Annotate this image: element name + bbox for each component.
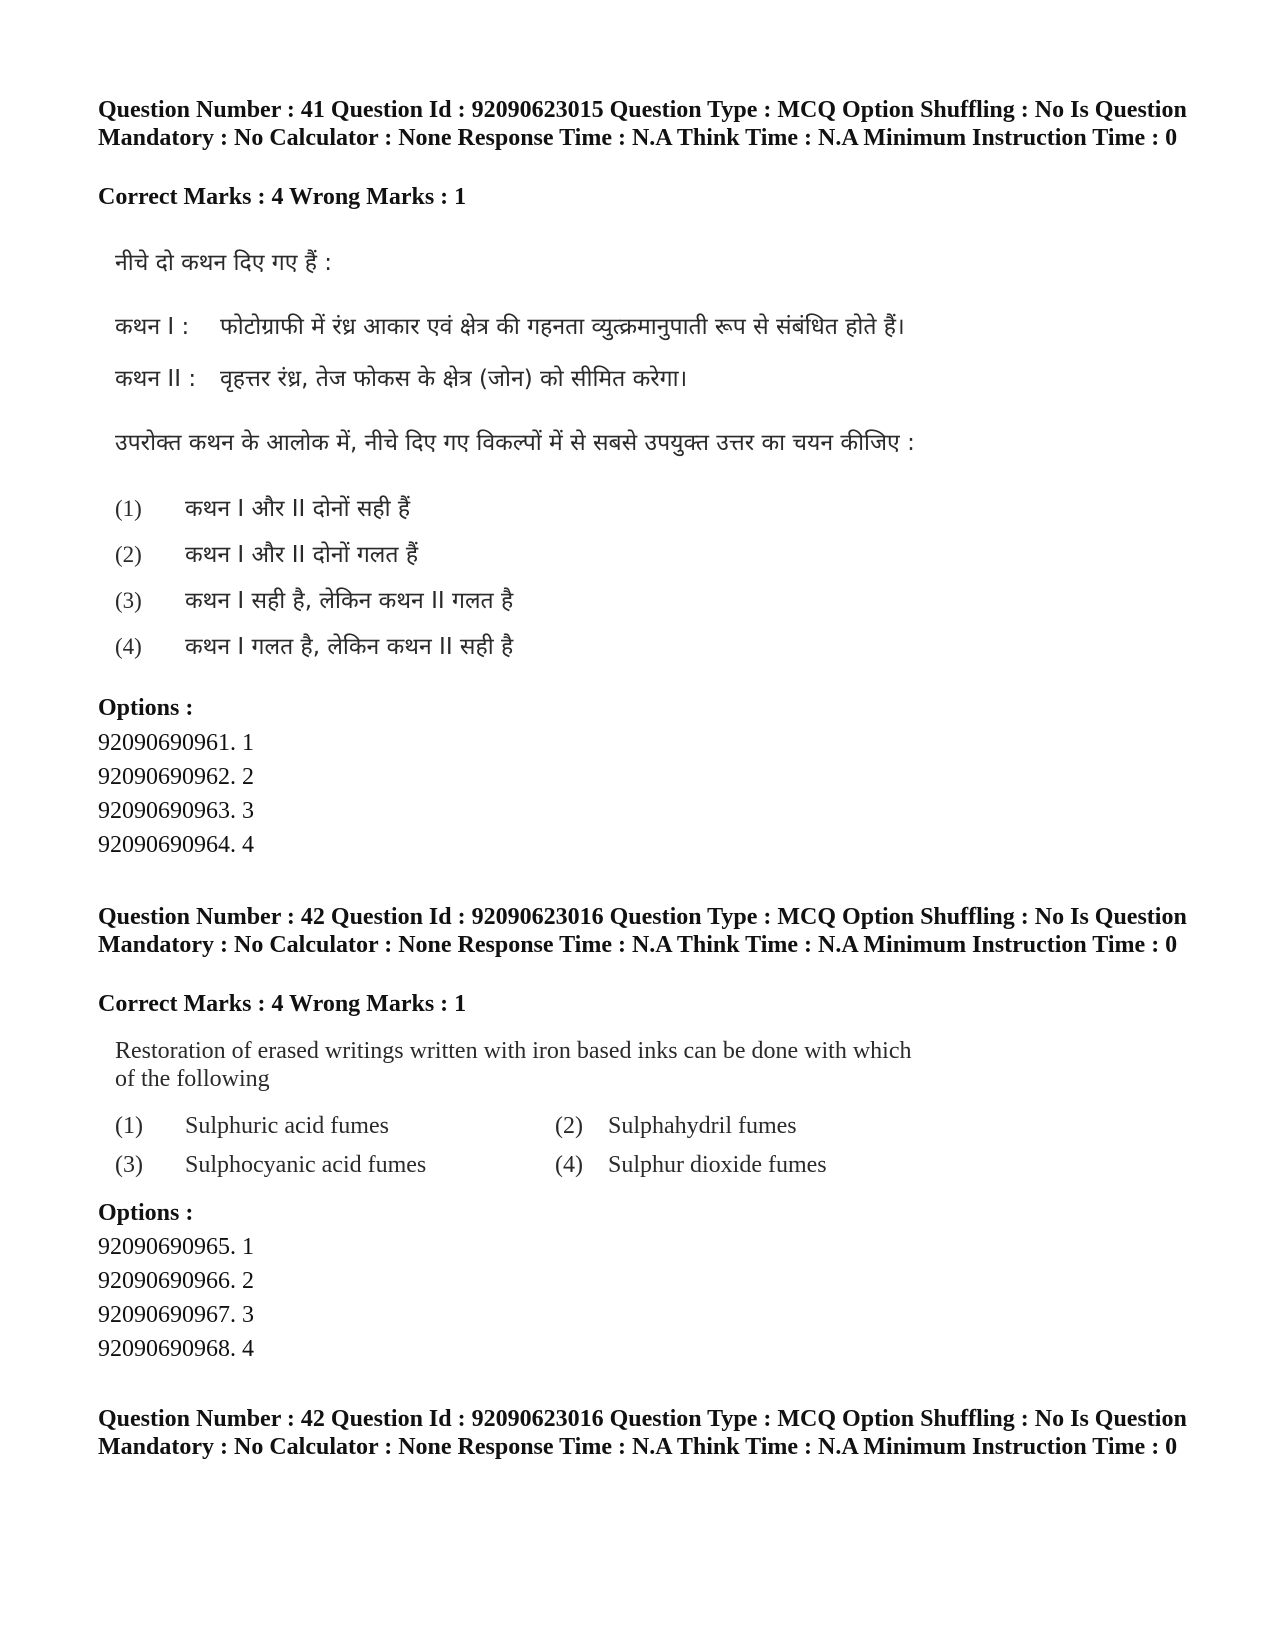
option-item: 92090690963. 3 (98, 798, 254, 824)
options-list (98, 726, 254, 862)
options-list (98, 1230, 254, 1366)
question-image-english (115, 1038, 1115, 1188)
choice-item (555, 1113, 797, 1140)
choice-number: (3) (115, 588, 142, 613)
choice-text: कथन I गलत है, लेकिन कथन II सही है (185, 634, 514, 660)
option-item: 92090690964. 4 (98, 832, 254, 858)
choice-text: कथन I और II दोनों गलत हैं (185, 542, 419, 568)
question-line-1: Restoration of erased writings written with iron based inks can be done with which (115, 1038, 912, 1064)
option-item: 92090690968. 4 (98, 1336, 254, 1362)
choice-number: (1) (115, 496, 142, 521)
option-item: 92090690965. 1 (98, 1234, 254, 1260)
statement-1-text: फोटोग्राफी में रंध्र आकार एवं क्षेत्र की गहनता व्युत्क्रमानुपाती रूप से संबंधित होते हैं। (220, 314, 905, 340)
question-header: Question Number : 42 Question Id : 92090623016 Question Type : MCQ Option Shuffling : No Is Question Mandatory : No Calculator : None Response Time : N.A Think Time : N.A Minimum Instruction Time : 0 (98, 904, 1187, 958)
choice-item (555, 1152, 827, 1179)
statement-2-label: कथन II : (115, 366, 197, 392)
question-image-hindi (115, 245, 1115, 675)
choice-text: Sulphuric acid fumes (185, 1113, 389, 1139)
options-title: Options : (98, 695, 194, 721)
choice-number: (4) (555, 1152, 583, 1178)
choice-text: Sulphocyanic acid fumes (185, 1152, 427, 1178)
choice-number: (2) (555, 1113, 583, 1139)
choice-item (115, 629, 513, 661)
option-item: 92090690961. 1 (98, 730, 254, 756)
question-intro: नीचे दो कथन दिए गए हैं : (115, 250, 333, 276)
statement-2-text: वृहत्तर रंध्र, तेज फोकस के क्षेत्र (जोन) को सीमित करेगा। (220, 366, 688, 392)
choice-text: कथन I सही है, लेकिन कथन II गलत है (185, 588, 514, 614)
choice-number: (1) (115, 1113, 143, 1139)
choice-number: (2) (115, 542, 142, 567)
choice-item (115, 583, 513, 615)
statement-2 (115, 361, 687, 393)
marks-line: Correct Marks : 4 Wrong Marks : 1 (98, 184, 467, 210)
option-item: 92090690962. 2 (98, 764, 254, 790)
option-item: 92090690966. 2 (98, 1268, 254, 1294)
choice-number: (3) (115, 1152, 143, 1178)
choice-item (115, 537, 418, 569)
question-line-2: of the following (115, 1066, 270, 1092)
option-item: 92090690967. 3 (98, 1302, 254, 1328)
choice-item (115, 1113, 389, 1140)
options-title: Options : (98, 1200, 194, 1226)
choice-number: (4) (115, 634, 142, 659)
question-instruction: उपरोक्त कथन के आलोक में, नीचे दिए गए विकल्पों में से सबसे उपयुक्त उत्तर का चयन कीजिए : (115, 430, 915, 456)
question-header: Question Number : 42 Question Id : 92090623016 Question Type : MCQ Option Shuffling : No Is Question Mandatory : No Calculator : None Response Time : N.A Think Time : N.A Minimum Instruction Time : 0 (98, 1406, 1187, 1460)
statement-1-label: कथन I : (115, 314, 190, 340)
choice-item (115, 1152, 426, 1179)
question-header: Question Number : 41 Question Id : 92090623015 Question Type : MCQ Option Shuffling : No Is Question Mandatory : No Calculator : None Response Time : N.A Think Time : N.A Minimum Instruction Time : 0 (98, 97, 1187, 151)
statement-1 (115, 309, 905, 341)
choice-text: Sulphahydril fumes (608, 1113, 797, 1139)
marks-line: Correct Marks : 4 Wrong Marks : 1 (98, 991, 467, 1017)
choice-text: कथन I और II दोनों सही हैं (185, 496, 411, 522)
choice-item (115, 491, 410, 523)
choice-text: Sulphur dioxide fumes (608, 1152, 827, 1178)
